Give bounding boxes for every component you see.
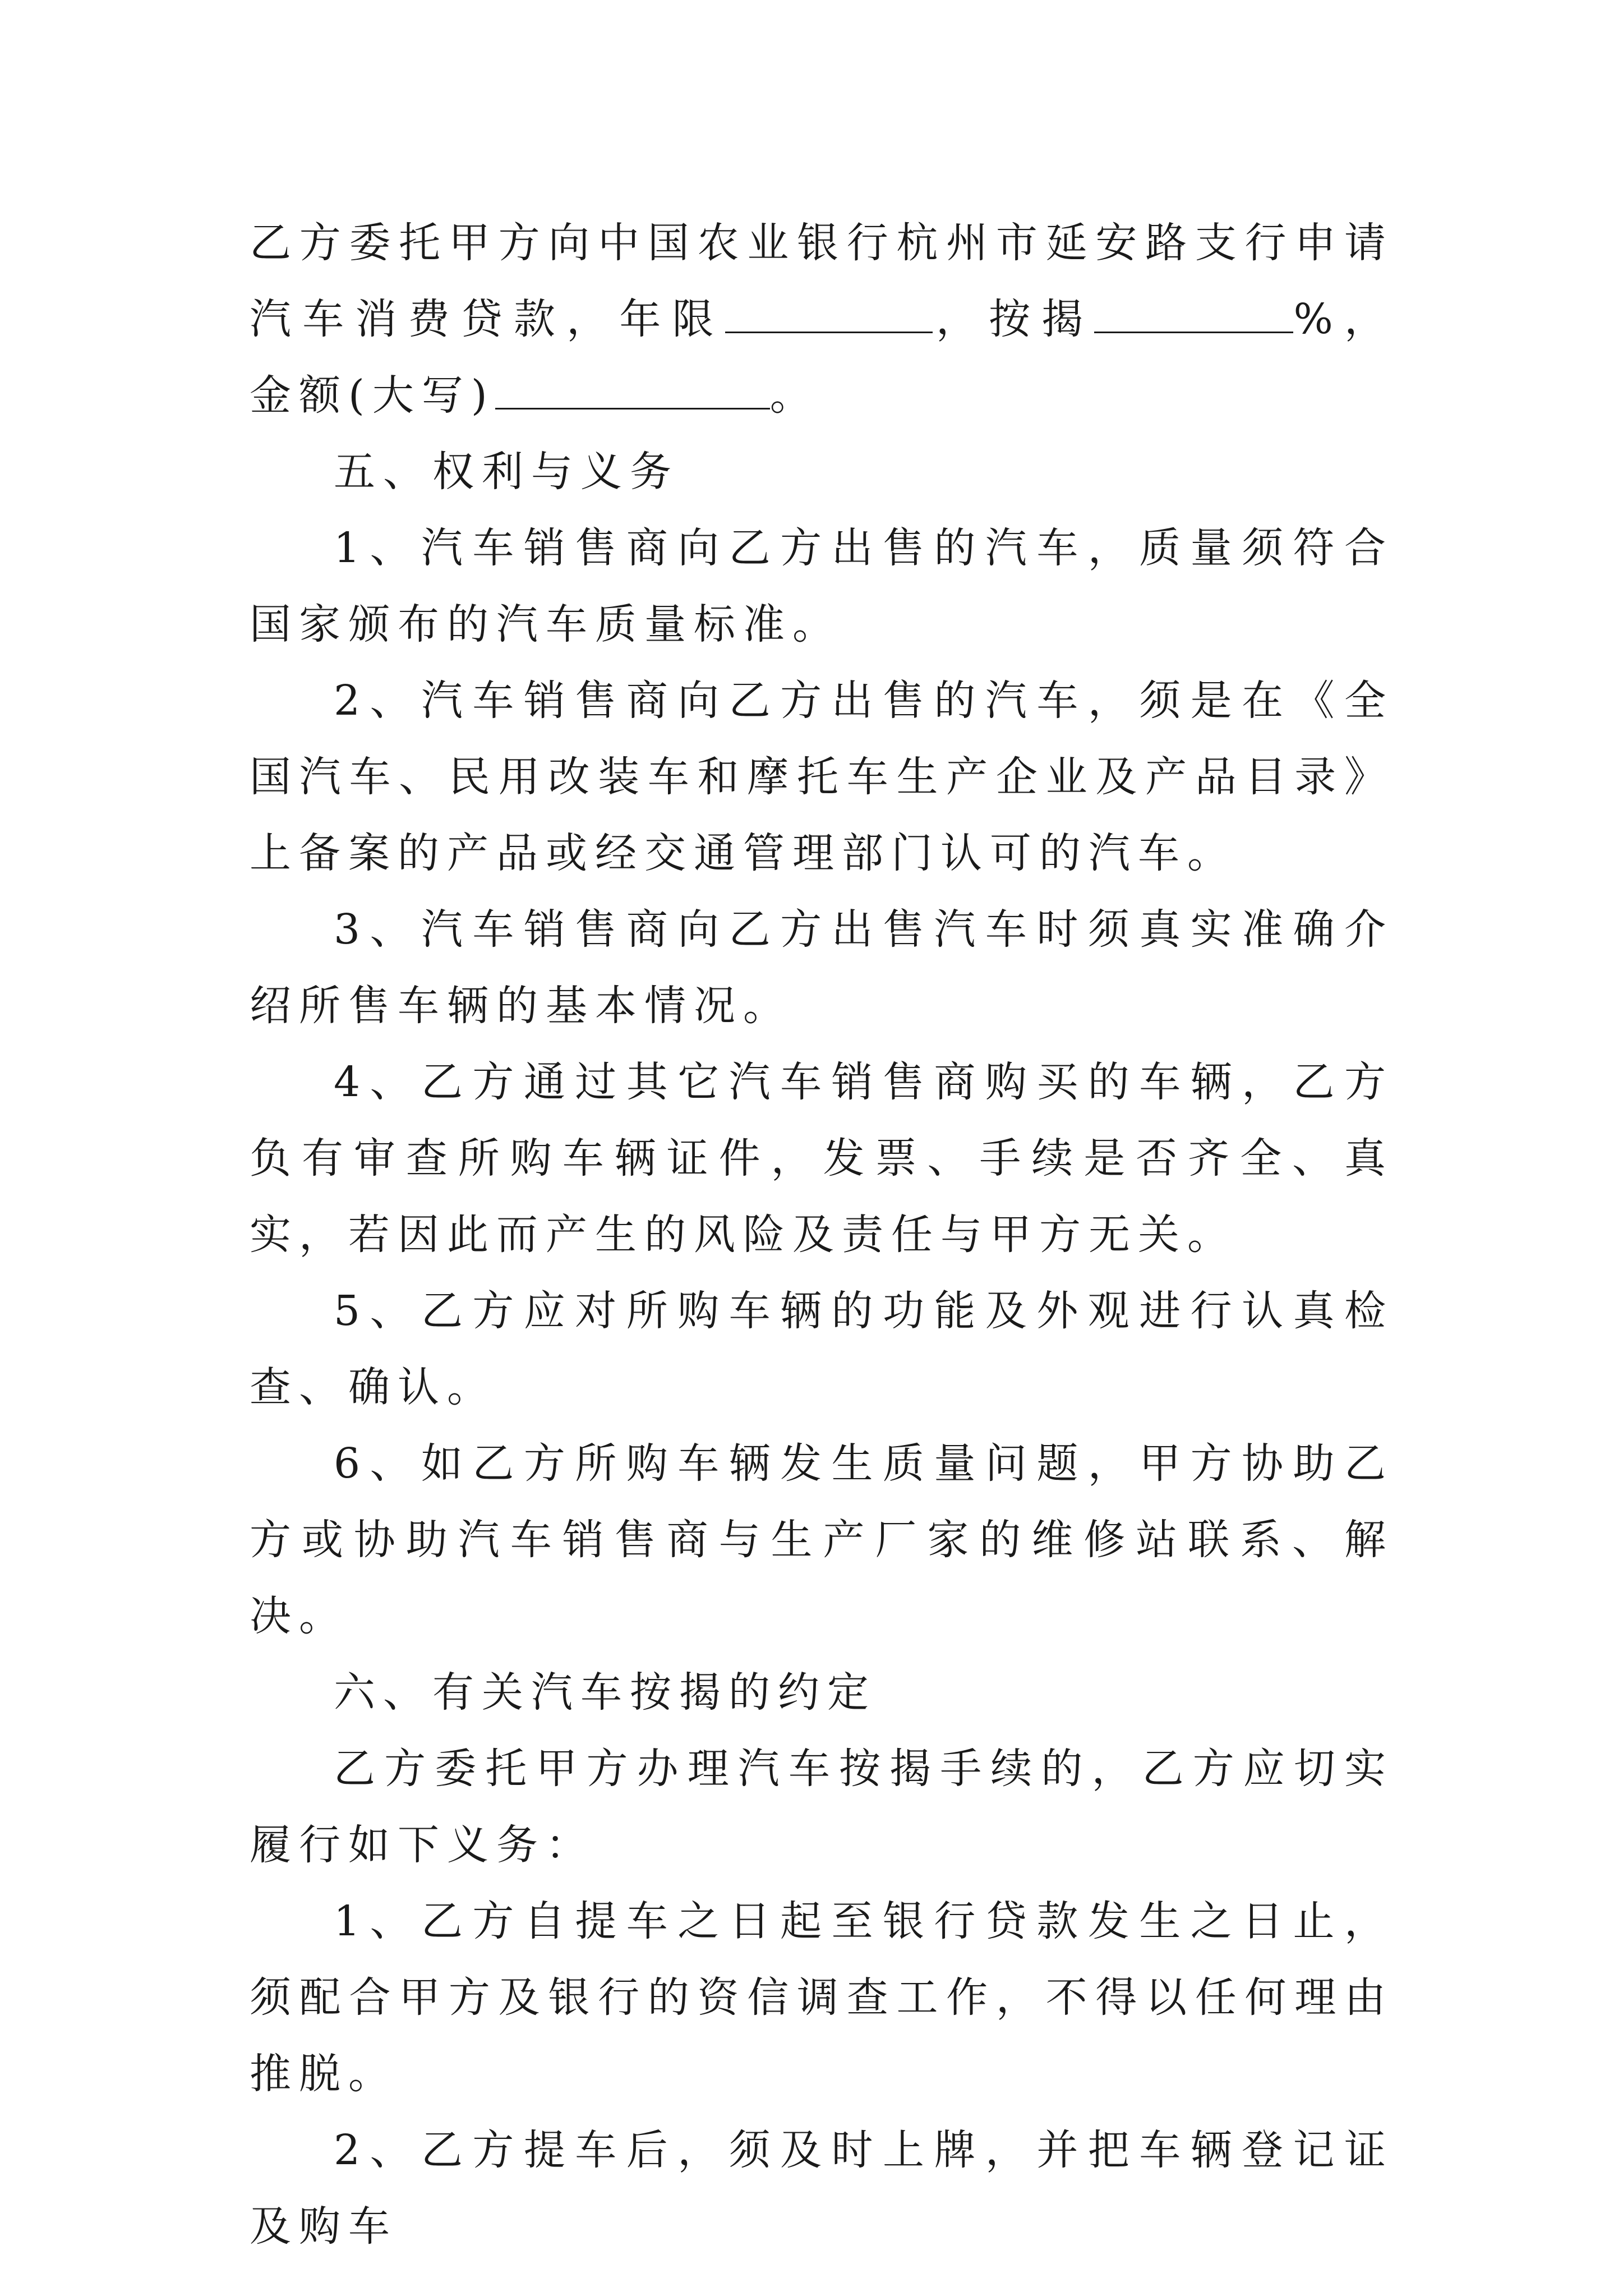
section-heading-mortgage: 六、有关汽车按揭的约定	[334, 1668, 877, 1717]
loan-term-blank	[725, 298, 933, 333]
loan-text-part-3: %，金额(大写)	[250, 295, 1394, 420]
clause-rights-4: 4、乙方通过其它汽车销售商购买的车辆，乙方负有审查所购车辆证件，发票、手续是否齐全、真实，若因此而产生的风险及责任与甲方无关。	[250, 1058, 1394, 1259]
loan-text-part-2: ，按揭	[932, 295, 1095, 343]
loan-text-part-1: 乙方委托甲方向中国农业银行杭州市延安路支行申请汽车消费贷款，年限	[250, 219, 1394, 343]
loan-text-part-4: 。	[769, 371, 819, 420]
clause-rights-5: 5、乙方应对所购车辆的功能及外观进行认真检查、确认。	[250, 1287, 1394, 1411]
clause-rights-1: 1、汽车销售商向乙方出售的汽车，质量须符合国家颁布的汽车质量标准。	[250, 524, 1394, 648]
loan-paragraph	[250, 205, 1394, 434]
clause-rights-2: 2、汽车销售商向乙方出售的汽车，须是在《全国汽车、民用改装车和摩托车生产企业及产品目录》上备案的产品或经交通管理部门认可的汽车。	[250, 677, 1394, 877]
section-heading-rights: 五、权利与义务	[334, 448, 679, 496]
clause-mortgage-1: 1、乙方自提车之日起至银行贷款发生之日止，须配合甲方及银行的资信调查工作，不得以任何理由推脱。	[250, 1897, 1394, 2098]
clause-mortgage-2: 2、乙方提车后，须及时上牌，并把车辆登记证及购车	[250, 2126, 1394, 2251]
document-body	[250, 205, 1394, 2265]
mortgage-percent-blank	[1094, 298, 1293, 333]
clause-rights-3: 3、汽车销售商向乙方出售汽车时须真实准确介绍所售车辆的基本情况。	[250, 905, 1394, 1030]
clause-rights-6: 6、如乙方所购车辆发生质量问题，甲方协助乙方或协助汽车销售商与生产厂家的维修站联系、解决。	[250, 1439, 1394, 1640]
mortgage-intro: 乙方委托甲方办理汽车按揭手续的，乙方应切实履行如下义务：	[250, 1745, 1394, 1869]
amount-blank	[495, 374, 770, 409]
